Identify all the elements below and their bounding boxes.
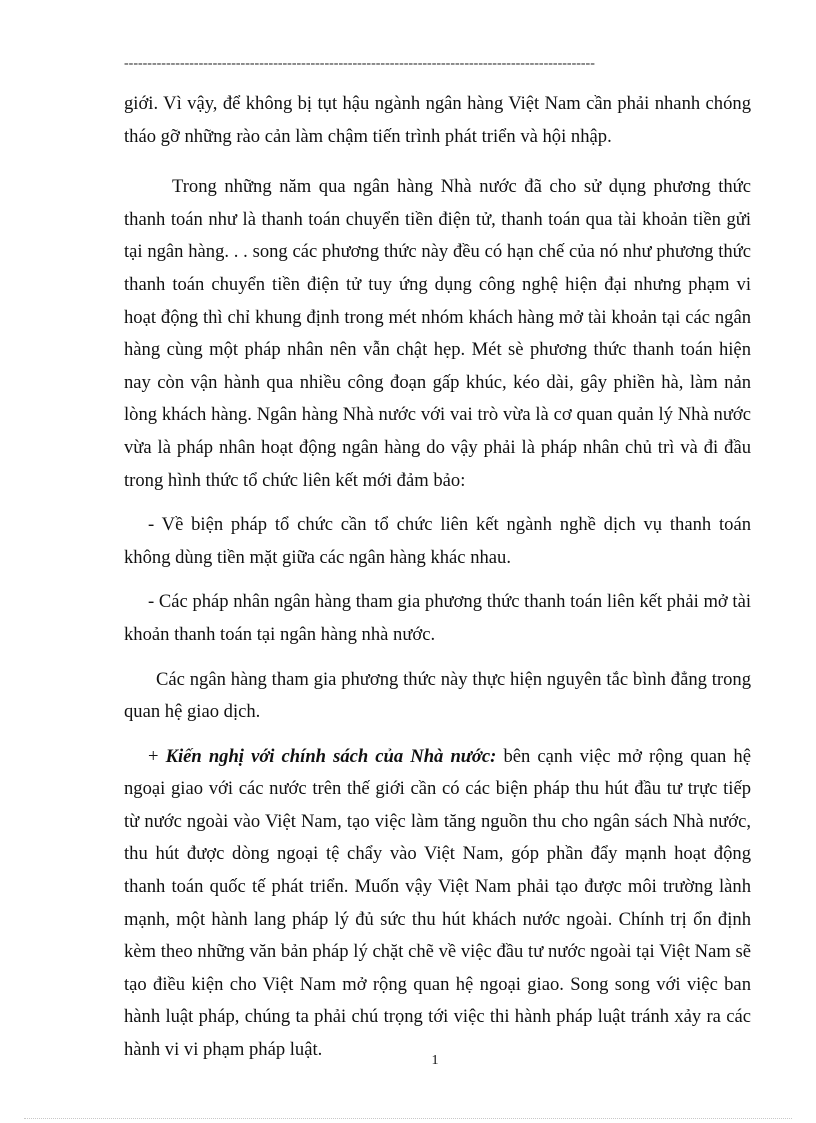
paragraph-organization-measure: - Về biện pháp tổ chức cần tổ chức liên kết ngành nghề dịch vụ thanh toán không dùng tiền mặt giữa các ngân hàng khác nhau. bbox=[124, 514, 751, 568]
state-policy-text: bên cạnh việc mở rộng quan hệ ngoại giao với các nước trên thế giới cần có các biện pháp thu hút đầu tư trực tiếp từ nước ngoài vào Việt Nam, tạo việc làm tăng nguồn thu cho ngân sách Nhà nước, thu hút được dòng ngoại tệ chẩy vào Việt Nam, góp phần đẩy mạnh hoạt động thanh toán quốc tế phát triển. Muốn vậy Việt Nam phải tạo được môi trường lành mạnh, một hành lang pháp lý đủ sức thu hút khách nước ngoài. Chính trị ổn định kèm theo những văn bản pháp lý chặt chẽ về việc đầu tư nước ngoài tại Việt Nam sẽ tạo điều kiện cho Việt Nam mở rộng quan hệ ngoại giao. Song song với việc ban hành luật pháp, chúng ta phải chú trọng tới việc thi hành pháp luật tránh xảy ra các hành vi vi phạm pháp luật. bbox=[124, 745, 751, 1061]
page-bottom-edge bbox=[24, 1118, 792, 1119]
paragraph-continuation: giới. Vì vậy, để không bị tụt hậu ngành ngân hàng Việt Nam cần phải nhanh chóng tháo gỡ những rào cản làm chậm tiến trình phát triển và hội nhập. bbox=[124, 93, 751, 147]
heading-colon: : bbox=[490, 745, 497, 767]
section-heading-state-policy: Kiến nghị với chính sách của Nhà nước bbox=[165, 745, 491, 767]
header-dashed-rule: ----------------------------------------------------------------------------------------------------- bbox=[124, 56, 595, 71]
page-number: 1 bbox=[431, 1053, 439, 1068]
paragraph-equality-principle: Các ngân hàng tham gia phương thức này thực hiện nguyên tắc bình đẳng trong quan hệ giao dịch. bbox=[124, 668, 751, 723]
paragraph-payment-methods: Trong những năm qua ngân hàng Nhà nước đã cho sử dụng phương thức thanh toán như là thanh toán chuyển tiền điện tử, thanh toán qua tài khoản tiền gửi tại ngân hàng. . . song các phương thức này đều có hạn chế của nó như phương thức thanh toán chuyển tiền điện tử tuy ứng dụng công nghệ hiện đại nhưng phạm vi hoạt động thì chỉ khung định trong mét nhóm khách hàng mở tài khoản tại các ngân hàng cùng một pháp nhân nên vẫn chật hẹp. Mét sè phương thức thanh toán hiện nay còn vận hành qua nhiều công đoạn gấp khúc, kéo dài, gây phiền hà, làm nản lòng khách hàng. Ngân hàng Nhà nước với vai trò vừa là cơ quan quản lý Nhà nước vừa là pháp nhân hoạt động ngân hàng do vậy phải là pháp nhân chủ trì và đi đầu trong hình thức tổ chức liên kết mới đảm bảo: bbox=[124, 176, 751, 491]
paragraph-account-requirement: - Các pháp nhân ngân hàng tham gia phương thức thanh toán liên kết phải mở tài khoản thanh toán tại ngân hàng nhà nước. bbox=[124, 591, 751, 645]
list-marker: + bbox=[148, 745, 166, 767]
document-body bbox=[124, 88, 751, 1067]
paragraph-state-policy bbox=[124, 741, 751, 1067]
